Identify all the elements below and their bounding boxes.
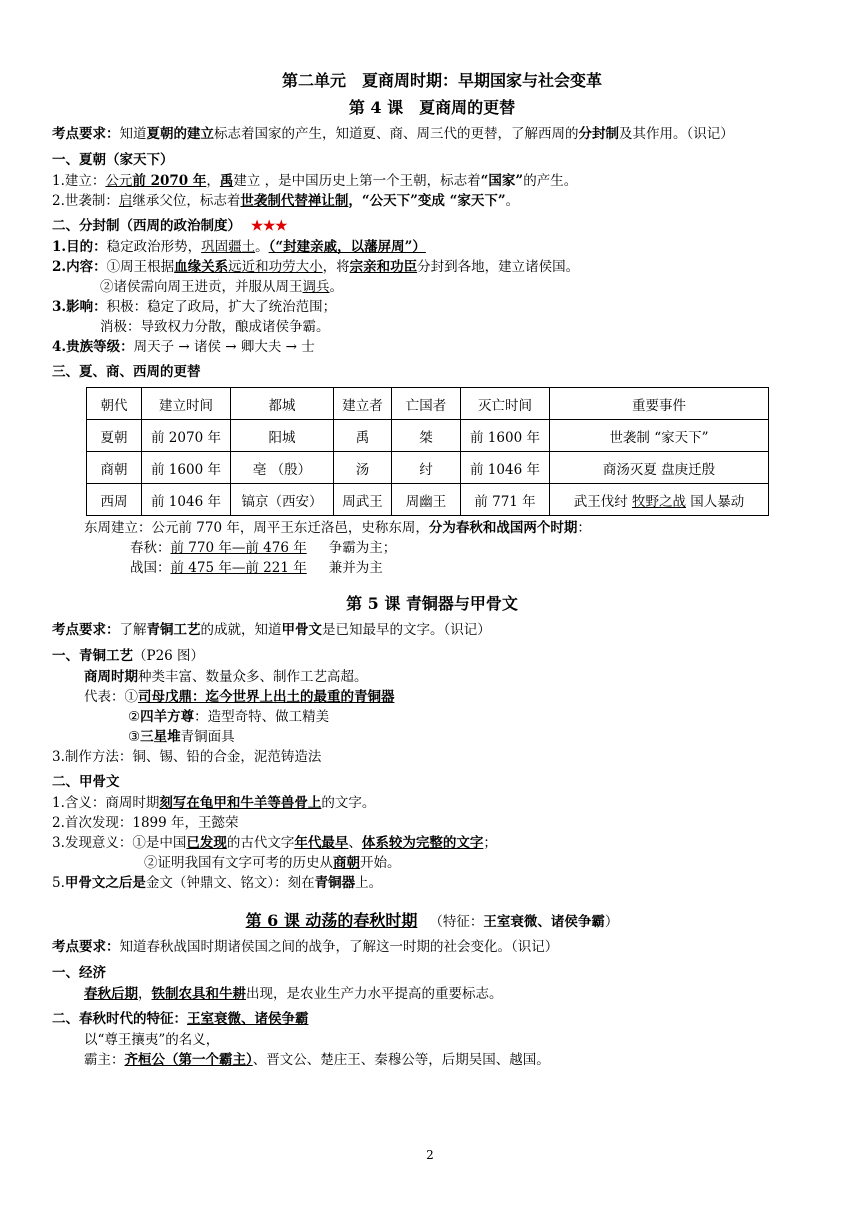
table-row: 商朝 前 1600 年 亳 （殷） 汤 纣 前 1046 年 商汤灭夏 盘庚迁殷 <box>87 452 769 484</box>
spring-autumn-period: 春秋：前 770 年—前 476 年 争霸为主； <box>130 540 397 556</box>
fengjian-purpose: 1.目的：稳定政治形势，巩固疆土。（“封建亲戚，以藩屏周”） <box>52 239 426 255</box>
oracle-meaning: 1.含义：商周时期刻写在龟甲和牛羊等兽骨上的文字。 <box>52 795 376 811</box>
lesson-6-title: 第 6 课 动荡的春秋时期 （特征：王室衰微、诸侯争霸） <box>245 911 619 930</box>
section-bronze: 一、青铜工艺（P26 图） <box>52 648 205 664</box>
section-spring-autumn-features: 二、春秋时代的特征：王室衰微、诸侯争霸 <box>52 1011 309 1027</box>
section-economy: 一、经济 <box>52 965 106 981</box>
bronze-representative-3: ③三星堆青铜面具 <box>128 729 235 745</box>
hereditary-system-line: 2.世袭制：启继承父位，标志着世袭制代替禅让制，“公天下”变成 “家天下”。 <box>52 193 520 209</box>
section-fengjian: 二、分封制（西周的政治制度） ★★★ <box>52 218 288 234</box>
fengjian-content: 2.内容：①周王根据血缘关系远近和功劳大小，将宗亲和功臣分封到各地，建立诸侯国。 <box>52 259 580 275</box>
unit-title: 第二单元 夏商周时期：早期国家与社会变革 <box>281 71 602 90</box>
lesson-6-requirements: 考点要求：知道春秋战国时期诸侯国之间的战争，了解这一时期的社会变化。（识记） <box>52 939 559 955</box>
section-dynasty-succession: 三、夏、商、西周的更替 <box>52 364 201 380</box>
oracle-significance: 3.发现意义：①是中国已发现的古代文字年代最早、体系较为完整的文字； <box>52 835 497 851</box>
oracle-significance-2: ②证明我国有文字可考的历史从商朝开始。 <box>144 855 401 871</box>
table-row: 夏朝 前 2070 年 阳城 禹 桀 前 1600 年 世袭制 “家天下” <box>87 420 769 452</box>
fengjian-impact: 3.影响：积极：稳定了政局，扩大了统治范围； <box>52 299 337 315</box>
document-page <box>52 68 812 1070</box>
lesson-5-requirements: 考点要求：了解青铜工艺的成就，知道甲骨文是已知最早的文字。（识记） <box>52 622 491 638</box>
after-oracle: 5.甲骨文之后是金文（钟鼎文、铭文）：刻在青铜器上。 <box>52 875 383 891</box>
hegemons-line: 霸主：齐桓公（第一个霸主）、晋文公、楚庄王、秦穆公等，后期吴国、越国。 <box>84 1052 550 1068</box>
importance-stars: ★★★ <box>251 218 288 234</box>
economy-line: 春秋后期，铁制农具和牛耕出现，是农业生产力水平提高的重要标志。 <box>84 986 503 1002</box>
table-header-row: 朝代 建立时间 都城 建立者 亡国者 灭亡时间 重要事件 <box>87 388 769 420</box>
warring-states-period: 战国：前 475 年—前 221 年 兼并为主 <box>130 560 383 576</box>
fengjian-impact-negative: 消极：导致权力分散，酿成诸侯争霸。 <box>100 319 330 335</box>
zunwang-rangyi: 以“尊王攘夷”的名义， <box>84 1032 220 1048</box>
dynasty-table <box>86 387 769 516</box>
lesson-5-title: 第 5 课 青铜器与甲骨文 <box>346 594 518 613</box>
bronze-shang-zhou: 商周时期种类丰富、数量众多、制作工艺高超。 <box>84 669 368 685</box>
xia-founding-line: 1.建立：公元前 2070 年，禹建立 ，是中国历史上第一个王朝，标志着“国家”的产生。 <box>52 173 578 189</box>
lesson-4-title: 第 4 课 夏商周的更替 <box>348 98 516 117</box>
bronze-method: 3.制作方法：铜、锡、铅的合金，泥范铸造法 <box>52 749 322 765</box>
lesson-4-requirements: 考点要求：知道夏朝的建立标志着国家的产生，知道夏、商、周三代的更替，了解西周的分封制及其作用。（识记） <box>52 126 734 142</box>
noble-ranks: 4.贵族等级：周天子 → 诸侯 → 卿大夫 → 士 <box>52 339 315 355</box>
section-oracle-bone: 二、甲骨文 <box>52 774 120 790</box>
fengjian-content-2: ②诸侯需向周王进贡，并服从周王调兵。 <box>100 279 343 295</box>
section-xia-dynasty: 一、夏朝（家天下） <box>52 152 174 168</box>
bronze-representative-1: 代表：①司母戊鼎：迄今世界上出土的最重的青铜器 <box>84 689 395 705</box>
page-number: 2 <box>426 1148 434 1162</box>
table-row: 西周 前 1046 年 镐京（西安） 周武王 周幽王 前 771 年 武王伐纣 牧野之战 国人暴动 <box>87 484 769 516</box>
eastern-zhou-line: 东周建立：公元前 770 年，周平王东迁洛邑，史称东周，分为春秋和战国两个时期： <box>84 520 591 536</box>
oracle-discovery: 2.首次发现：1899 年，王懿荣 <box>52 815 239 831</box>
bronze-representative-2: ②四羊方尊：造型奇特、做工精美 <box>128 709 330 725</box>
